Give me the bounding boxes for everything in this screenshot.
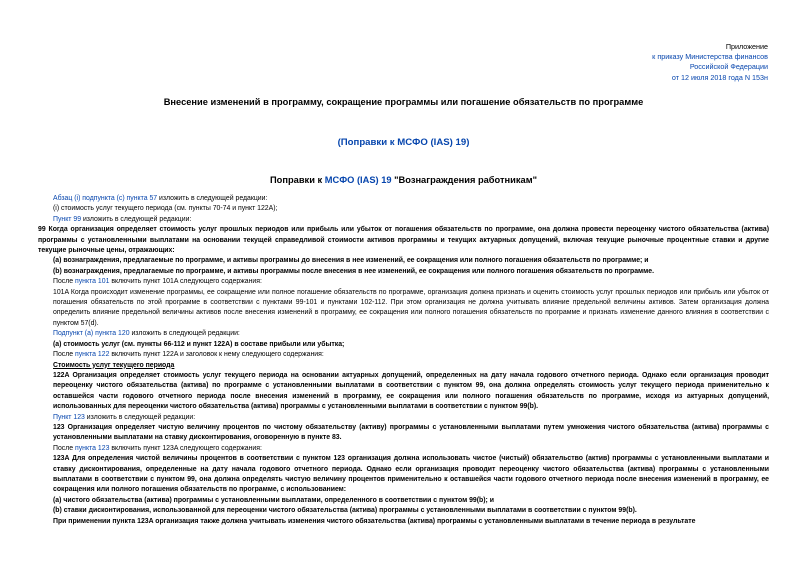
paragraph-text: После: [53, 351, 75, 359]
paragraph-text: изложить в следующей редакции:: [81, 215, 192, 223]
clause-123-after-link[interactable]: пункта 123: [75, 444, 110, 452]
paragraph: [38, 350, 769, 360]
paragraph: 101A Когда происходит изменение программы, ее сокращение или полное погашение обязательств по программе, организация должна признать и оценить стоимость услуг прошлых периодов или прибыль или убыток от погашения обязательств по этой программе в соответствии с пунктами 99-101 и пунктами 102-112. При этом организация не должна учитывать влияние предельной величины активов. Затем организация должна определить влияние предельной величины активов после внесения изменений в программу, ее сокращения или полного погашения обязательств по программе и признать изменение данного влияния в соответствии с пунктом 57(d).: [53, 288, 769, 327]
clause-123-link[interactable]: Пункт 123: [53, 413, 85, 421]
paragraph: [38, 444, 769, 454]
paragraph-text: включить пункт 101A следующего содержания:: [109, 278, 262, 286]
paragraph-text: включить пункт 122A и заголовок к нему следующего содержания:: [109, 351, 324, 359]
paragraph: (i) стоимость услуг текущего периода (см. пункты 70-74 и пункт 122A);: [53, 205, 278, 213]
appendix-block: [652, 42, 768, 83]
paragraph: При применении пункта 123A организация также должна учитывать изменения чистого обязательства (актива) программы с установленными выплатами в течение периода в результате: [53, 517, 696, 525]
paragraph: (a) чистого обязательства (актива) программы с установленными выплатами, определенного в соответствии с пунктом 99(b); и: [53, 496, 494, 504]
paragraph-text: изложить в следующей редакции:: [157, 195, 268, 202]
paragraph: [38, 413, 769, 423]
amendments-link[interactable]: (Поправки к МСФО (IAS) 19): [337, 137, 470, 148]
paragraph-text: После: [53, 444, 75, 452]
paragraph: 99 Когда организация определяет стоимость услуг прошлых периодов или прибыль или убыток от погашения обязательств по программе, она должна провести переоценку чистого обязательства (актива) программы с установленными выплатами на основании текущей справедливой стоимости активов программы и текущих актуарных допущений, включая текущие рыночные процентные ставки и другие текущие рыночные цены, отражающих:: [38, 226, 769, 255]
clause-101-link[interactable]: пункта 101: [75, 278, 110, 286]
paragraph: (b) вознаграждения, предлагаемые по программе, и активы программы после внесения в нее изменений, ее сокращения или полного погашения обязательств по программе.: [53, 267, 654, 275]
section-heading: [0, 175, 807, 185]
document-body: [38, 194, 769, 527]
paragraph: (a) вознаграждения, предлагаемые по программе, и активы программы до внесения в нее изменений, ее сокращения или полного погашения обязательств по программе; и: [53, 257, 649, 265]
paragraph-text: изложить в следующей редакции:: [129, 330, 240, 338]
paragraph: (b) ставки дисконтирования, использованной для переоценки чистого обязательства (актива) программы с установленными выплатами в соответствии с пунктом 99(b).: [53, 507, 637, 515]
section-heading-suffix: "Вознаграждения работникам": [391, 175, 537, 185]
paragraph: [38, 329, 769, 339]
appendix-order-link[interactable]: к приказу Министерства финансов: [652, 52, 768, 62]
appendix-label: Приложение: [725, 42, 768, 51]
ias19-link[interactable]: МСФО (IAS) 19: [324, 175, 392, 185]
paragraph-text: изложить в следующей редакции:: [84, 413, 196, 421]
paragraph: (a) стоимость услуг (см. пункты 66-112 и пункт 122A) в составе прибыли или убытка;: [53, 340, 345, 348]
paragraph: 123 Организация определяет чистую величину процентов по чистому обязательству (активу) программы с установленными выплатами путем умножения чистого обязательства (актива) программы с установленными выплатами на ставку дисконтирования, оговоренную в пункте 83.: [53, 423, 769, 442]
paragraph-text: После: [53, 278, 75, 286]
paragraph-text: включить пункт 123A следующего содержания:: [109, 444, 262, 452]
paragraph: 122A Организация определяет стоимость услуг текущего периода на основании актуарных допущений, определенных на дату начала годового отчетного периода. Однако если организация проводит переоценку чистого обязательства (актива) по программе с установленными выплатами в соответствии с пунктом 99, она должна определять стоимость услуг текущего периода применительно к оставшейся части годового отчетного периода после внесения изменений в программу, ее сокращения или полного погашения обязательств по программе, исходя из актуарных допущений, использованных для переоценки чистого обязательства (актива) программы с установленными выплатами в соответствии с пунктом 99(b).: [53, 371, 769, 411]
subheading: Стоимость услуг текущего периода: [53, 361, 175, 369]
clause-120-link[interactable]: Подпункт (a) пункта 120: [53, 330, 130, 338]
page-title: Внесение изменений в программу, сокращение программы или погашение обязательств по программе: [163, 97, 644, 107]
paragraph: [38, 277, 769, 287]
clause-99-link[interactable]: Пункт 99: [53, 215, 82, 223]
appendix-date-link[interactable]: от 12 июля 2018 года N 153н: [671, 72, 768, 82]
clause-57-link[interactable]: Абзац (i) подпункта (c) пункта 57: [53, 195, 158, 202]
paragraph: [38, 194, 769, 204]
clause-122-link[interactable]: пункта 122: [75, 351, 110, 359]
section-heading-prefix: Поправки к: [270, 175, 325, 185]
paragraph: [38, 215, 769, 225]
paragraph: 123A Для определения чистой величины процентов в соответствии с пунктом 123 организация должна использовать чистое (чистый) обязательство (актив) программы с установленными выплатами и ставку дисконтирования, определенные на дату начала годового отчетного периода. Однако если организация проводит переоценку чистого обязательства (актива) программы с установленными выплатами в соответствии с пунктом 99, она должна определять чистую величину процентов применительно к оставшейся части годового отчетного периода после внесения изменений в программу, ее сокращения или полного погашения обязательств по программе, с использованием:: [53, 455, 769, 494]
appendix-ministry-link[interactable]: Российской Федерации: [689, 62, 768, 72]
